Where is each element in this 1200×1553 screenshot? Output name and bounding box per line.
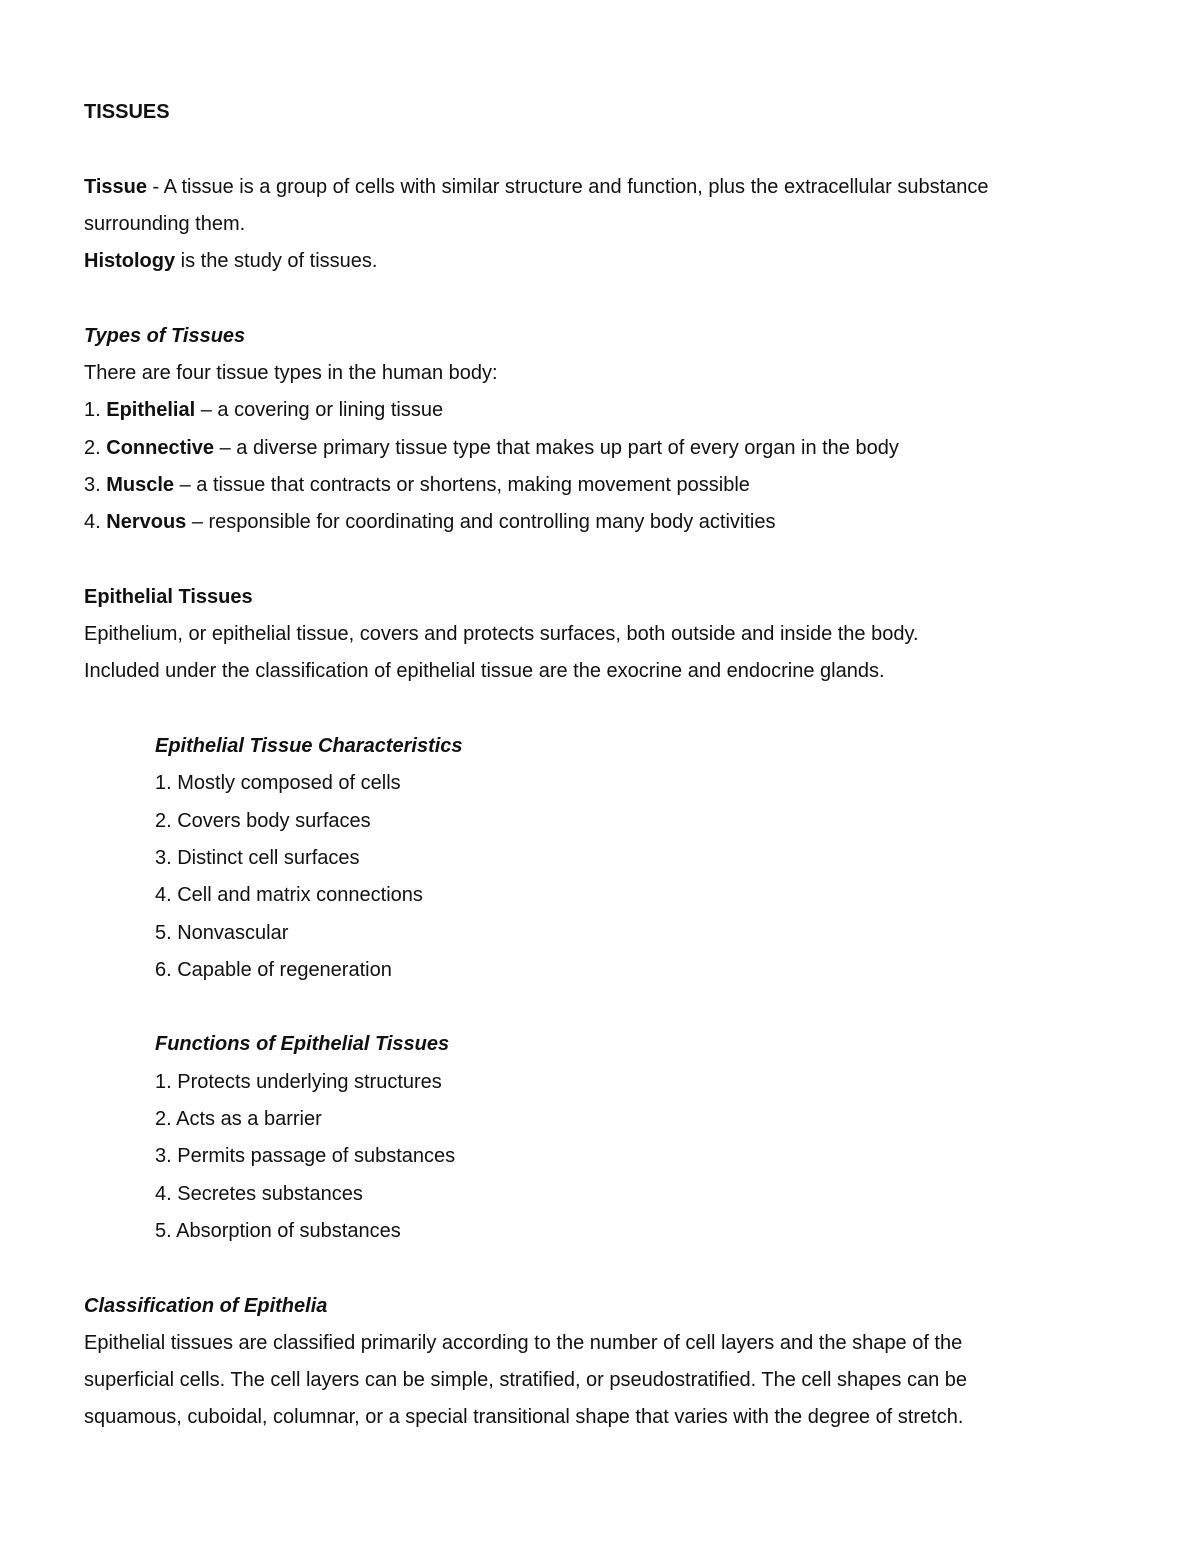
list-item: 1. Protects underlying structures [155, 1070, 442, 1093]
spacer [84, 1250, 1074, 1287]
histology-definition [84, 243, 1074, 280]
list-item: 4. Secretes substances [155, 1182, 363, 1205]
document-title: TISSUES [84, 101, 170, 123]
list-item: 1. Mostly composed of cells [155, 772, 401, 795]
list-item: 3. Distinct cell surfaces [155, 846, 360, 869]
document-page [84, 94, 1074, 1437]
classification-heading: Classification of Epithelia [84, 1294, 328, 1317]
list-item: 2. Covers body surfaces [155, 809, 371, 832]
type-item-nervous [84, 504, 1074, 541]
tissue-definition-line-1 [84, 169, 1074, 206]
classification-paragraph-line-3: squamous, cuboidal, columnar, or a special transitional shape that varies with the degree of stretch. [84, 1406, 964, 1429]
characteristics-section [84, 728, 1074, 989]
list-item: 3. Permits passage of substances [155, 1145, 456, 1168]
functions-section [84, 1026, 1074, 1250]
list-number: 2. [84, 436, 107, 459]
type-desc: – a tissue that contracts or shortens, making movement possible [174, 473, 750, 496]
classification-paragraph-line-2: superficial cells. The cell layers can be simple, stratified, or pseudostratified. The cell shapes can be [84, 1369, 968, 1392]
type-item-epithelial [84, 392, 1074, 429]
list-item: 5. Nonvascular [155, 921, 289, 944]
list-item: 5. Absorption of substances [155, 1219, 401, 1242]
types-intro: There are four tissue types in the human body: [84, 362, 498, 385]
spacer [84, 131, 1074, 168]
histology-term: Histology [84, 250, 176, 273]
epithelial-paragraph-line-1: Epithelium, or epithelial tissue, covers and protects surfaces, both outside and inside the body. [84, 623, 919, 646]
type-term: Nervous [106, 511, 187, 534]
type-desc: – responsible for coordinating and controlling many body activities [186, 511, 776, 534]
spacer [84, 691, 1074, 728]
list-item: 4. Cell and matrix connections [155, 884, 423, 907]
spacer [84, 989, 1074, 1026]
list-number: 1. [84, 399, 107, 422]
epithelial-paragraph-line-2: Included under the classification of epithelial tissue are the exocrine and endocrine glands. [84, 660, 885, 683]
type-term: Connective [106, 436, 215, 459]
type-desc: – a diverse primary tissue type that makes up part of every organ in the body [214, 436, 899, 459]
list-item: 2. Acts as a barrier [155, 1108, 322, 1131]
tissue-definition-line-2: surrounding them. [84, 212, 246, 235]
type-term: Epithelial [106, 399, 196, 422]
type-desc: – a covering or lining tissue [195, 399, 444, 422]
type-term: Muscle [106, 473, 175, 496]
tissue-definition-text: - A tissue is a group of cells with similar structure and function, plus the extracellular substance [147, 175, 989, 198]
tissue-term: Tissue [84, 175, 147, 198]
epithelial-heading: Epithelial Tissues [84, 585, 253, 608]
functions-heading: Functions of Epithelial Tissues [155, 1033, 450, 1056]
histology-text: is the study of tissues. [175, 250, 378, 273]
classification-paragraph-line-1: Epithelial tissues are classified primarily according to the number of cell layers and the shape of the [84, 1331, 963, 1354]
type-item-connective [84, 430, 1074, 467]
types-heading: Types of Tissues [84, 324, 246, 347]
spacer [84, 280, 1074, 317]
type-item-muscle [84, 467, 1074, 504]
list-number: 4. [84, 511, 107, 534]
spacer [84, 542, 1074, 579]
characteristics-heading: Epithelial Tissue Characteristics [155, 735, 463, 758]
list-number: 3. [84, 473, 107, 496]
list-item: 6. Capable of regeneration [155, 958, 392, 981]
